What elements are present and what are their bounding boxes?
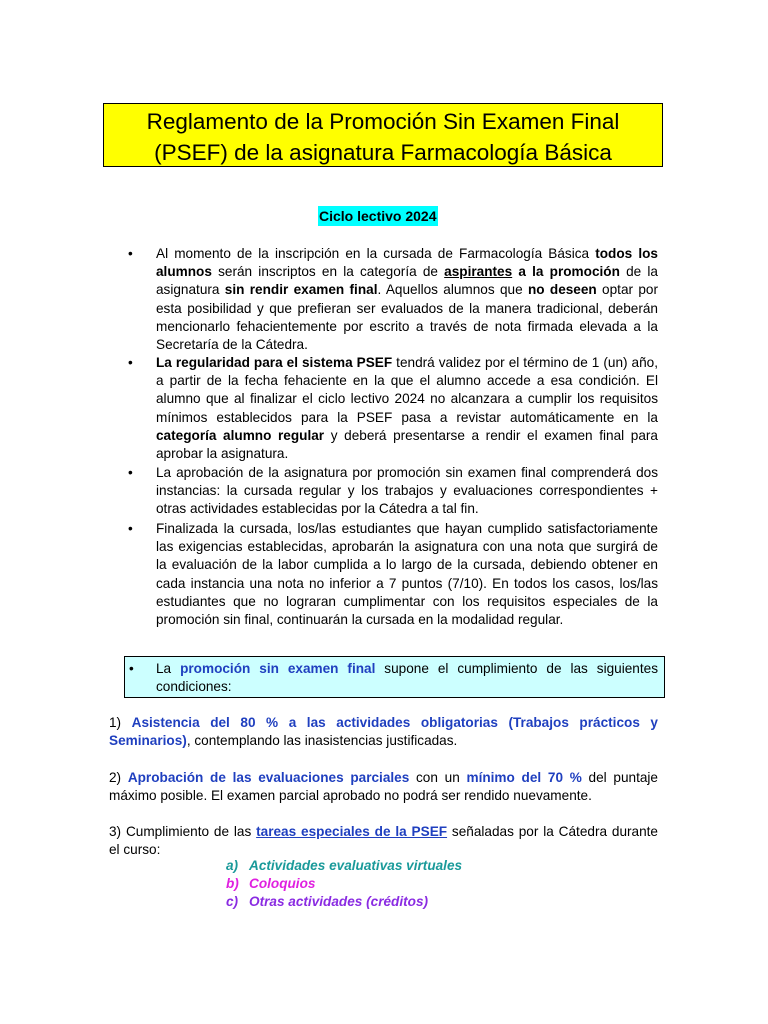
text-highlight: Asistencia del 80 % a las actividades obligatorias (Trabajos prácticos y Seminarios) bbox=[109, 715, 658, 749]
text: de la asignatura bbox=[156, 264, 658, 298]
text: tendrá validez por el término de 1 (un) año, a partir de la fecha fehaciente en la que el alumno accede a esa condición. El alumno que al finalizar el ciclo lectivo 2024 no alcanzara a cumplir los requisitos mínimos establecidos para la PSEF pasa a revistar automáticamente en la bbox=[156, 355, 659, 425]
title-box bbox=[103, 103, 663, 167]
item-text: Coloquios bbox=[249, 876, 316, 892]
text: con un bbox=[409, 770, 467, 785]
bullet-condiciones bbox=[129, 660, 658, 696]
tareas-sublist bbox=[226, 857, 462, 912]
text: y deberá presentarse a rendir el examen final para aprobar la asignatura. bbox=[156, 427, 658, 462]
item-text: Otras actividades (créditos) bbox=[249, 894, 429, 910]
requisito-asistencia bbox=[109, 714, 658, 750]
requisito-parciales bbox=[109, 769, 658, 805]
tareas-especiales-link[interactable]: tareas especiales de la PSEF bbox=[256, 824, 448, 839]
bullet-dot: • bbox=[128, 246, 133, 261]
title-line-1: Reglamento de la Promoción Sin Examen Final bbox=[146, 109, 620, 134]
item-text: Actividades evaluativas virtuales bbox=[249, 858, 463, 873]
text: señaladas por la Cátedra durante el curso: bbox=[109, 824, 658, 858]
text: 3) Cumplimiento de las bbox=[109, 824, 257, 839]
condiciones-box bbox=[124, 656, 665, 698]
sublist-item bbox=[226, 893, 462, 911]
requisito-tareas bbox=[109, 823, 658, 859]
bullet-inscripcion bbox=[128, 245, 658, 353]
bullet-dot: • bbox=[129, 661, 134, 676]
text-highlight: mínimo del 70 % bbox=[466, 770, 582, 785]
text: La bbox=[156, 661, 181, 676]
bullet-dot: • bbox=[128, 465, 133, 480]
text: del puntaje máximo posible. El examen parcial aprobado no podrá ser rendido nuevamente. bbox=[109, 770, 658, 804]
item-number: 1) bbox=[109, 715, 132, 730]
bullet-aprobacion bbox=[128, 464, 658, 518]
text: supone el cumplimiento de las siguientes condiciones: bbox=[156, 661, 658, 695]
sublist-item bbox=[226, 857, 462, 875]
text: . Aquellos alumnos que bbox=[377, 282, 528, 298]
item-number: 2) bbox=[109, 770, 128, 785]
text-highlight: promoción sin examen final bbox=[180, 661, 376, 676]
text-bold: no deseen bbox=[527, 282, 597, 298]
text-bold: a la promoción bbox=[512, 264, 620, 280]
text: serán inscriptos en la categoría de bbox=[211, 264, 445, 280]
text: La aprobación de la asignatura por promoción sin examen final comprenderá dos instancias: la cursada regular y los trabajos y evaluaciones correspondientes + otras actividades establecidas por la Cátedra a tal fin. bbox=[156, 465, 658, 517]
ciclo-lectivo-label: Ciclo lectivo 2024 bbox=[319, 208, 437, 224]
text-highlight: Aprobación de las evaluaciones parciales bbox=[127, 770, 410, 785]
bullet-finalizada bbox=[128, 520, 658, 629]
bullet-list bbox=[128, 245, 658, 629]
bullet-dot: • bbox=[128, 521, 133, 536]
text: , contemplando las inasistencias justificadas. bbox=[186, 733, 458, 749]
text-bold: La regularidad para el sistema PSEF bbox=[156, 355, 393, 370]
item-letter: a) bbox=[226, 858, 239, 873]
item-letter: b) bbox=[226, 876, 239, 892]
title-line-2: (PSEF) de la asignatura Farmacología Básica bbox=[154, 140, 612, 165]
text: Finalizada la cursada, los/las estudiantes que hayan cumplido satisfactoriamente las exigencias establecidas, aprobarán la asignatura con una nota que surgirá de la evaluación de la labor cumplida a lo largo de la cursada, debiendo obtener en cada instancia una nota no inferior a 7 puntos (7/10). En todos los casos, los/las estudiantes que no lograran cumplimentar con los requisitos especiales de la promoción sin final, continuarán la cursada en la modalidad regular. bbox=[156, 521, 658, 628]
text: Al momento de la inscripción en la cursada de Farmacología Básica bbox=[156, 246, 596, 261]
text-underlined: aspirantes bbox=[444, 264, 513, 280]
text: optar por esta posibilidad y que prefieran ser evaluados de la manera tradicional, deberán mencionarlo fehacientemente por escrito a través de nota firmada elevada a la Secretaría de la Cátedra. bbox=[156, 282, 659, 353]
text-bold: categoría alumno regular bbox=[156, 427, 325, 443]
item-letter: c) bbox=[226, 894, 239, 910]
bullet-dot: • bbox=[128, 355, 133, 370]
text-bold: sin rendir examen final bbox=[224, 282, 378, 298]
bullet-regularidad bbox=[128, 354, 658, 461]
sublist-item bbox=[226, 875, 462, 893]
text-bold: todos los alumnos bbox=[156, 246, 658, 280]
